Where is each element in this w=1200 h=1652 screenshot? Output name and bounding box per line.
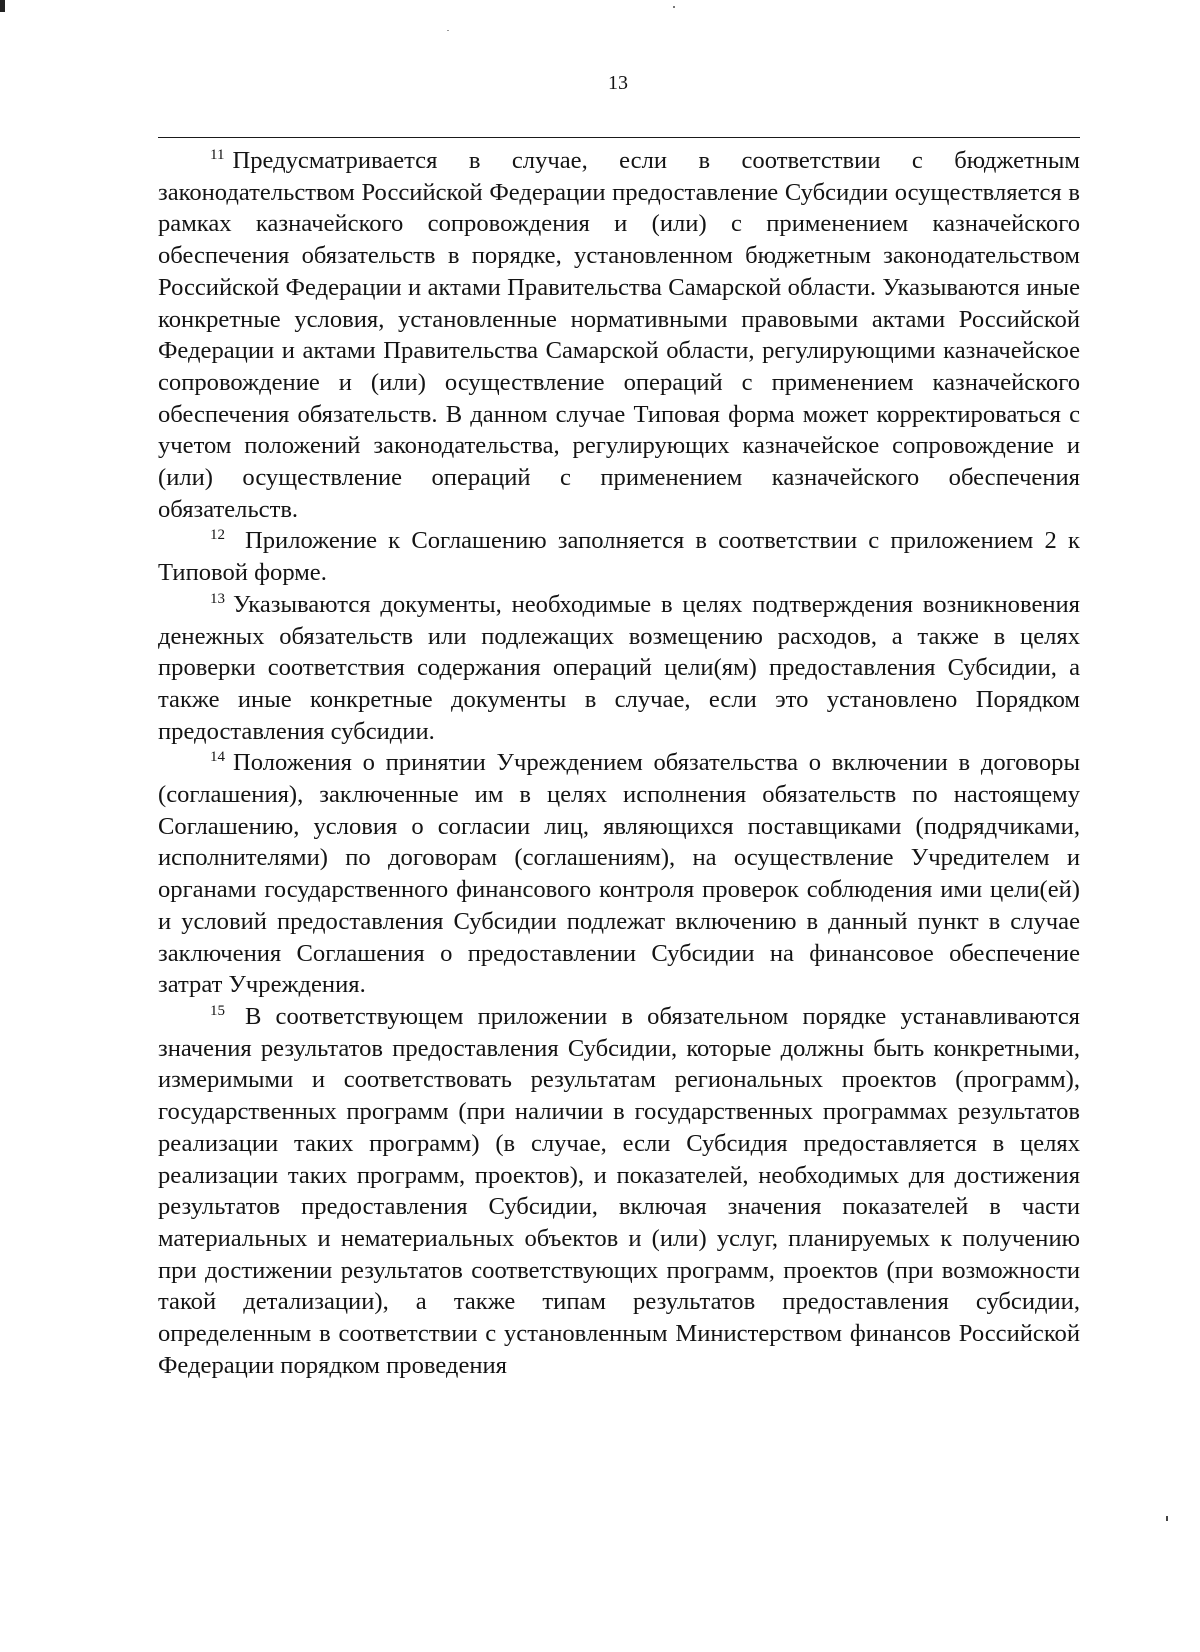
footnote-separator [158,137,1080,138]
footnote-14 [158,747,1080,1001]
footnote-12 [158,525,1080,588]
footnotes-section [158,145,1080,1381]
footnote-marker: 11 [210,147,225,163]
footnote-text: Приложение к Соглашению заполняется в соответствии с приложением 2 к Типовой форме. [158,527,1080,587]
scan-artifact [673,6,675,8]
footnote-text: В соответствующем приложении в обязательном порядке устанавливаются значения результатов предоставления Субсидии, которые должны быть конкретными, измеримыми и соответствовать результатам региональных проектов (программ), государственных программ (при наличии в государственных программах результатов реализации таких программ) (в случае, если Субсидия предоставляется в целях реализации таких программ, проектов), и показателей, необходимых для достижения результатов предоставления Субсидии, включая значения показателей в части материальных и нематериальных объектов и (или) услуг, планируемых к получению при достижении результатов соответствующих программ, проектов (при возможности такой детализации), а также типам результатов предоставления субсидии, определенным в соответствии с установленным Министерством финансов Российской Федерации порядком проведения [158,1002,1080,1379]
footnote-15 [158,1001,1080,1381]
footnote-marker: 12 [210,527,225,544]
footnote-11 [158,145,1080,525]
scan-artifact [1166,1516,1168,1521]
footnote-text: Положения о принятии Учреждением обязательства о включении в договоры (соглашения), заключенные им в целях исполнения обязательств по настоящему Соглашению, условия о согласии лиц, являющихся поставщиками (подрядчиками, исполнителями) по договорам (соглашениям), на осуществление Учредителем и органами государственного финансового контроля проверок соблюдения ими цели(ей) и условий предоставления Субсидии подлежат включению в данный пункт в случае заключения Соглашения о предоставлении Субсидии на финансовое обеспечение затрат Учреждения. [158,749,1080,999]
scan-artifact [0,0,5,12]
footnote-marker: 13 [210,590,225,607]
footnote-marker: 14 [210,749,225,766]
page-number: 13 [608,72,628,94]
footnote-text: Указываются документы, необходимые в целях подтверждения возникновения денежных обязательств или подлежащих возмещению расходов, а также в целях проверки соответствия содержания операций цели(ям) предоставления Субсидии, а также иные конкретные документы в случае, если это установлено Порядком предоставления субсидии. [158,590,1080,745]
footnote-marker: 15 [210,1002,225,1019]
footnote-text: Предусматривается в случае, если в соответствии с бюджетным законодательством Российской Федерации предоставление Субсидии осуществляется в рамках казначейского сопровождения и (или) с применением казначейского обеспечения обязательств в порядке, установленном бюджетным законодательством Российской Федерации и актами Правительства Самарской области. Указываются иные конкретные условия, установленные нормативными правовыми актами Российской Федерации и актами Правительства Самарской области, регулирующими казначейское сопровождение и (или) осуществление операций с применением казначейского обеспечения обязательств. В данном случае Типовая форма может корректироваться с учетом положений законодательства, регулирующих казначейское сопровождение и (или) осуществление операций с применением казначейского обеспечения обязательств. [158,147,1080,523]
footnote-13 [158,589,1080,748]
scan-artifact [447,30,449,31]
